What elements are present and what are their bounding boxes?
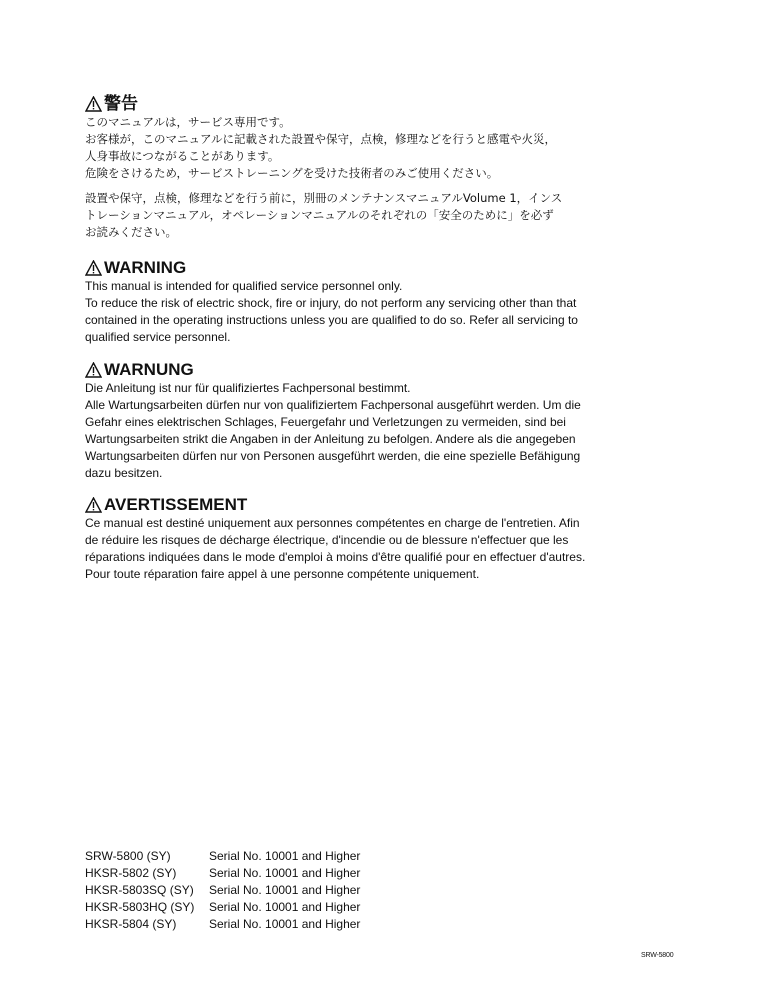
serial-range: Serial No. 10001 and Higher	[209, 917, 361, 931]
serial-row	[85, 882, 360, 899]
german-line-2: Alle Wartungsarbeiten dürfen nur von qualifiziertem Fachpersonal ausgeführt werden. Um die	[85, 398, 581, 412]
japanese-para-1-line-4: 危険をさけるため，サービストレーニングを受けた技術者のみご使用ください。	[85, 166, 499, 180]
english-warning-heading	[85, 258, 625, 278]
german-line-6: dazu besitzen.	[85, 466, 163, 480]
english-line-4: qualified service personnel.	[85, 330, 231, 344]
serial-row	[85, 848, 360, 865]
serial-row	[85, 916, 360, 933]
warning-triangle-icon	[85, 362, 102, 378]
english-line-1: This manual is intended for qualified service personnel only.	[85, 279, 403, 293]
serial-range: Serial No. 10001 and Higher	[209, 866, 361, 880]
warning-triangle-icon	[85, 497, 102, 513]
german-line-1: Die Anleitung ist nur für qualifiziertes Fachpersonal bestimmt.	[85, 381, 411, 395]
model-name: HKSR-5803SQ (SY)	[85, 883, 194, 897]
english-warning-section	[85, 258, 625, 346]
german-line-3: Gefahr eines elektrischen Schlages, Feuergefahr und Verletzungen zu vermeiden, sind bei	[85, 415, 566, 429]
french-warning-section	[85, 495, 625, 583]
serial-range: Serial No. 10001 and Higher	[209, 849, 361, 863]
model-name: HKSR-5803HQ (SY)	[85, 900, 195, 914]
warning-triangle-icon	[85, 96, 102, 112]
french-line-2: de réduire les risques de décharge électrique, d'incendie ou de blessure n'effectuer que les	[85, 533, 569, 547]
french-warning-heading	[85, 495, 625, 515]
french-line-4: Pour toute réparation faire appel à une personne compétente uniquement.	[85, 567, 480, 581]
japanese-warning-heading	[85, 94, 625, 114]
german-warning-section	[85, 360, 625, 482]
serial-number-table	[85, 848, 360, 933]
japanese-warning-title: 警告	[104, 94, 138, 113]
german-line-4: Wartungsarbeiten strikt die Angaben in der Anleitung zu befolgen. Andere als die angegeben	[85, 432, 576, 446]
german-line-5: Wartungsarbeiten dürfen nur von Personen ausgeführt werden, die eine spezielle Befähigung	[85, 449, 581, 463]
warning-triangle-icon	[85, 260, 102, 276]
serial-row	[85, 899, 360, 916]
footer-document-code: SRW-5800	[641, 952, 674, 959]
model-name: HKSR-5802 (SY)	[85, 866, 177, 880]
french-warning-title: AVERTISSEMENT	[104, 495, 248, 514]
serial-range: Serial No. 10001 and Higher	[209, 883, 361, 897]
french-line-1: Ce manual est destiné uniquement aux personnes compétentes en charge de l'entretien. Afin	[85, 516, 580, 530]
japanese-para-2-line-3: お読みください。	[85, 225, 177, 239]
french-line-3: réparations indiquées dans le mode d'emploi à moins d'être qualifié pour en effectuer d'autres.	[85, 550, 586, 564]
serial-range: Serial No. 10001 and Higher	[209, 900, 361, 914]
japanese-warning-section	[85, 94, 625, 241]
japanese-para-1-line-1: このマニュアルは，サービス専用です。	[85, 115, 291, 129]
japanese-para-2-line-1: 設置や保守，点検，修理などを行う前に，別冊のメンテナンスマニュアルVolume 1，インス	[85, 191, 563, 205]
english-warning-title: WARNING	[104, 258, 187, 277]
serial-row	[85, 865, 360, 882]
model-name: HKSR-5804 (SY)	[85, 917, 177, 931]
model-name: SRW-5800 (SY)	[85, 849, 171, 863]
english-line-2: To reduce the risk of electric shock, fire or injury, do not perform any servicing other than that	[85, 296, 577, 310]
japanese-para-2-line-2: トレーションマニュアル，オペレーションマニュアルのそれぞれの「安全のために」を必ず	[85, 208, 554, 222]
japanese-para-1-line-2: お客様が，このマニュアルに記載された設置や保守，点検，修理などを行うと感電や火災，	[85, 132, 557, 146]
german-warning-heading	[85, 360, 625, 380]
japanese-para-1-line-3: 人身事故につながることがあります。	[85, 149, 280, 163]
english-line-3: contained in the operating instructions unless you are qualified to do so. Refer all servicing to	[85, 313, 578, 327]
german-warning-title: WARNUNG	[104, 360, 194, 379]
